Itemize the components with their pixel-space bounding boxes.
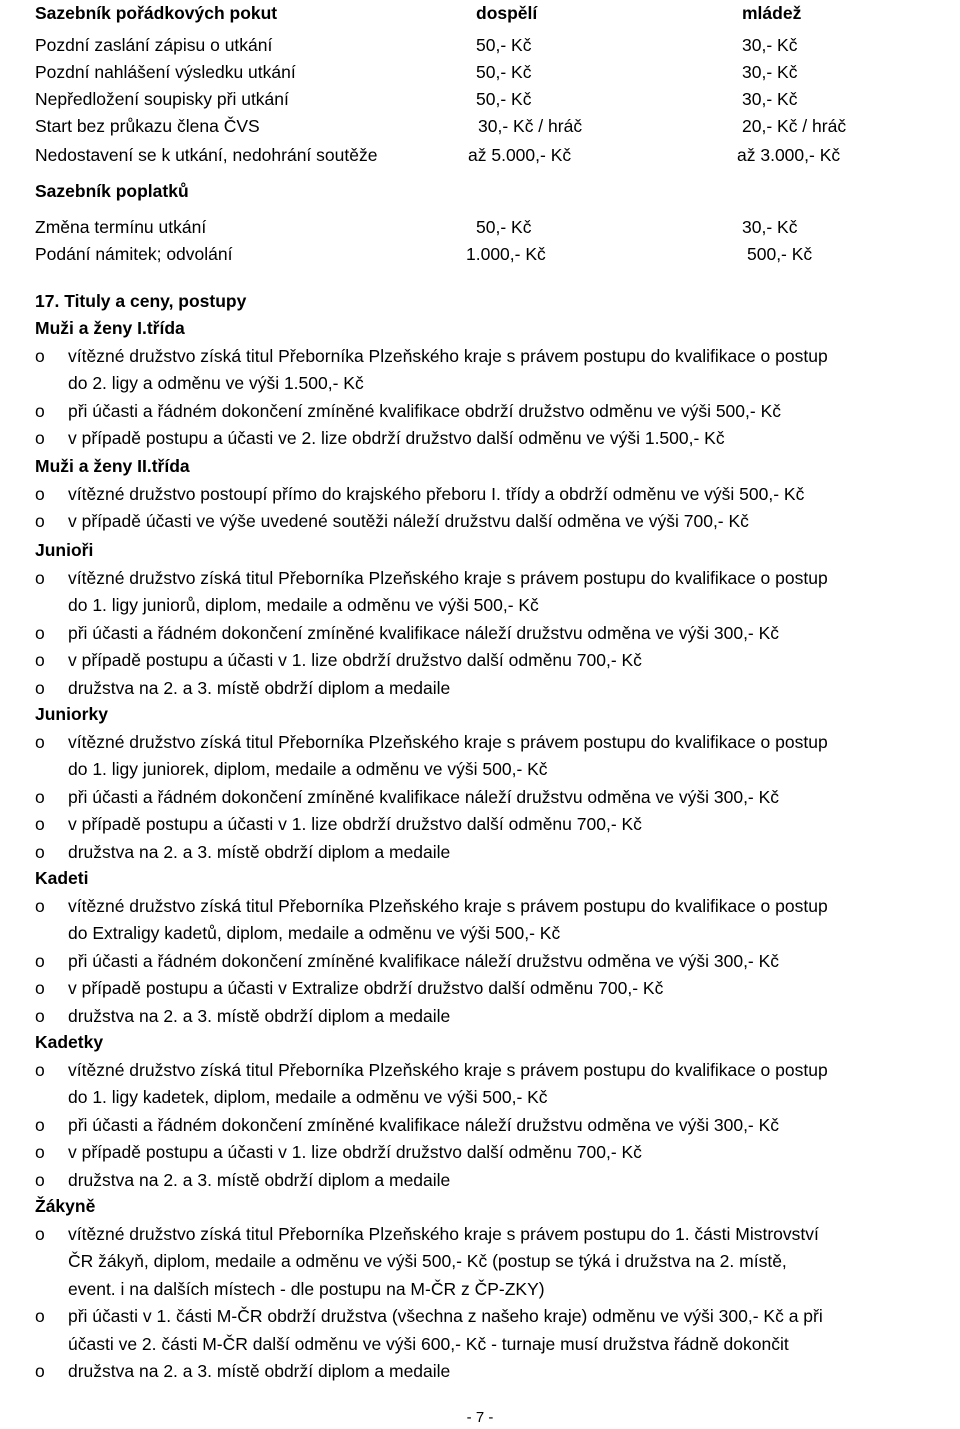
list-item <box>35 1112 960 1140</box>
bullet-icon: o <box>35 978 45 998</box>
list-item-text: do 1. ligy juniorek, diplom, medaile a odměnu ve výši 500,- Kč <box>68 759 548 779</box>
list-item <box>35 948 960 976</box>
list-item-text: vítězné družstvo získá titul Přeborníka Plzeňského kraje s právem postupu do 1. části Mistrovství <box>68 1223 819 1244</box>
fines-row <box>35 86 960 112</box>
fees-header-row <box>35 178 960 204</box>
fees-row <box>35 214 960 240</box>
list-item-text: družstva na 2. a 3. místě obdrží diplom a medaile <box>68 1005 451 1026</box>
list-item <box>35 1221 960 1304</box>
group-heading: Juniorky <box>35 704 108 724</box>
fee-label: Podání námitek; odvolání <box>35 244 233 264</box>
bullet-icon: o <box>35 511 45 531</box>
list-item-text: do 2. ligy a odměnu ve výši 1.500,- Kč <box>68 373 364 393</box>
list-item-text: při účasti a řádném dokončení zmíněné kvalifikace náleží družstvu odměna ve výši 300,- Kč <box>68 1114 780 1135</box>
list-item-text: vítězné družstvo získá titul Přeborníka Plzeňského kraje s právem postupu do kvalifikace o postup <box>68 731 828 752</box>
list-item <box>35 1003 960 1031</box>
list-item-text: do 1. ligy juniorů, diplom, medaile a odměnu ve výši 500,- Kč <box>68 595 539 615</box>
list-item-text: při účasti a řádném dokončení zmíněné kvalifikace náleží družstvu odměna ve výši 300,- Kč <box>68 786 780 807</box>
list-item-text: družstva na 2. a 3. místě obdrží diplom a medaile <box>68 677 451 698</box>
fines-heading: Sazebník pořádkových pokut <box>35 3 278 23</box>
fee-youth: 30,- Kč <box>742 217 798 237</box>
bullet-icon: o <box>35 622 45 643</box>
fee-label: Změna termínu utkání <box>35 217 207 237</box>
list-item <box>35 975 960 1003</box>
list-item-text: při účasti a řádném dokončení zmíněné kvalifikace náleží družstvu odměna ve výši 300,- Kč <box>68 622 780 643</box>
group-heading: Kadetky <box>35 1032 104 1052</box>
list-item-text: ČR žákyň, diplom, medaile a odměnu ve výši 500,- Kč (postup se týká i družstva na 2. místě, <box>68 1251 787 1271</box>
fine-youth: až 3.000,- Kč <box>737 145 841 165</box>
list-item-text: družstva na 2. a 3. místě obdrží diplom a medaile <box>68 1169 451 1190</box>
fines-row <box>35 113 960 139</box>
column-youth-heading: mládež <box>742 3 802 23</box>
fine-youth: 30,- Kč <box>742 35 798 55</box>
fines-header-row <box>35 0 960 26</box>
list-item-text: vítězné družstvo získá titul Přeborníka Plzeňského kraje s právem postupu do kvalifikace o postup <box>68 1059 828 1080</box>
bullet-icon: o <box>35 567 45 588</box>
fee-youth: 500,- Kč <box>747 244 813 264</box>
list-item-text: při účasti v 1. části M-ČR obdrží družstva (všechna z našeho kraje) odměnu ve výši 300,- Kč a při <box>68 1306 823 1326</box>
list-item <box>35 620 960 648</box>
list-item <box>35 1057 960 1112</box>
bullet-icon: o <box>35 814 45 834</box>
list-item <box>35 839 960 867</box>
list-item <box>35 425 960 453</box>
list-item <box>35 343 960 398</box>
list-item <box>35 1358 960 1386</box>
fine-label: Pozdní nahlášení výsledku utkání <box>35 62 296 82</box>
list-item <box>35 481 960 509</box>
fine-adult: 30,- Kč / hráč <box>478 116 583 136</box>
fees-row <box>35 241 960 267</box>
list-item-text: v případě postupu a účasti v 1. lize obdrží družstvo další odměnu 700,- Kč <box>68 814 642 834</box>
list-item-text: vítězné družstvo získá titul Přeborníka Plzeňského kraje s právem postupu do kvalifikace o postup <box>68 895 828 916</box>
bullet-icon: o <box>35 895 45 916</box>
fine-youth: 30,- Kč <box>742 89 798 109</box>
fines-row <box>35 142 960 168</box>
bullet-icon: o <box>35 841 45 862</box>
bullet-icon: o <box>35 345 45 366</box>
list-item-text: družstva na 2. a 3. místě obdrží diplom a medaile <box>68 841 451 862</box>
list-item-text: v případě postupu a účasti v 1. lize obdrží družstvo další odměnu 700,- Kč <box>68 650 642 670</box>
list-item <box>35 1139 960 1167</box>
bullet-icon: o <box>35 731 45 752</box>
list-item-text: v případě postupu a účasti v Extralize obdrží družstvo další odměnu 700,- Kč <box>68 978 664 998</box>
bullet-icon: o <box>35 1142 45 1162</box>
list-item-text: vítězné družstvo postoupí přímo do krajského přeboru I. třídy a obdrží odměnu ve výši 500,- Kč <box>68 483 805 504</box>
fine-label: Nepředložení soupisky při utkání <box>35 89 289 109</box>
page-number: - 7 - <box>466 1409 494 1426</box>
fine-adult: až 5.000,- Kč <box>468 145 572 165</box>
list-item-text: do Extraligy kadetů, diplom, medaile a odměnu ve výši 500,- Kč <box>68 923 561 943</box>
fines-row <box>35 32 960 58</box>
fee-adult: 50,- Kč <box>476 217 532 237</box>
list-item <box>35 565 960 620</box>
list-item-text: v případě postupu a účasti ve 2. lize obdrží družstvo další odměnu ve výši 1.500,- Kč <box>68 428 725 448</box>
group-heading: Junioři <box>35 540 94 560</box>
list-item <box>35 893 960 948</box>
list-item <box>35 508 960 536</box>
list-item <box>35 1303 960 1358</box>
bullet-icon: o <box>35 1059 45 1080</box>
list-item-text: do 1. ligy kadetek, diplom, medaile a odměnu ve výši 500,- Kč <box>68 1087 548 1107</box>
bullet-icon: o <box>35 786 45 807</box>
bullet-icon: o <box>35 1306 45 1326</box>
bullet-icon: o <box>35 483 45 504</box>
list-item-text: event. i na dalších místech - dle postupu na M-ČR z ČP-ZKY) <box>68 1278 545 1299</box>
bullet-icon: o <box>35 677 45 698</box>
list-item-text: účasti ve 2. části M-ČR další odměnu ve výši 600,- Kč - turnaje musí družstva řádně dokončit <box>68 1333 789 1354</box>
list-item <box>35 784 960 812</box>
bullet-icon: o <box>35 400 45 421</box>
list-item-text: při účasti a řádném dokončení zmíněné kvalifikace obdrží družstvo odměnu ve výši 500,- Kč <box>68 400 781 421</box>
list-item-text: vítězné družstvo získá titul Přeborníka Plzeňského kraje s právem postupu do kvalifikace o postup <box>68 567 828 588</box>
group-heading: Žákyně <box>35 1196 96 1216</box>
list-item <box>35 647 960 675</box>
list-item <box>35 675 960 703</box>
fine-youth: 20,- Kč / hráč <box>742 116 847 136</box>
group-heading: Muži a ženy I.třída <box>35 318 185 338</box>
fine-youth: 30,- Kč <box>742 62 798 82</box>
list-item-text: v případě postupu a účasti v 1. lize obdrží družstvo další odměnu 700,- Kč <box>68 1142 642 1162</box>
fines-row <box>35 59 960 85</box>
list-item-text: družstva na 2. a 3. místě obdrží diplom a medaile <box>68 1361 451 1381</box>
list-item <box>35 811 960 839</box>
column-adult-heading: dospělí <box>476 3 538 23</box>
bullet-icon: o <box>35 1223 45 1244</box>
bullet-icon: o <box>35 1169 45 1190</box>
group-heading: Muži a ženy II.třída <box>35 456 190 476</box>
list-item <box>35 729 960 784</box>
section-17-title: 17. Tituly a ceny, postupy <box>35 291 247 311</box>
fine-label: Pozdní zaslání zápisu o utkání <box>35 35 273 55</box>
bullet-icon: o <box>35 1114 45 1135</box>
fine-adult: 50,- Kč <box>476 35 532 55</box>
fine-adult: 50,- Kč <box>476 89 532 109</box>
fee-adult: 1.000,- Kč <box>466 244 546 264</box>
group-heading: Kadeti <box>35 868 89 888</box>
fine-label: Nedostavení se k utkání, nedohrání soutěže <box>35 145 378 165</box>
list-item <box>35 1167 960 1195</box>
list-item-text: vítězné družstvo získá titul Přeborníka Plzeňského kraje s právem postupu do kvalifikace o postup <box>68 345 828 366</box>
fine-label: Start bez průkazu člena ČVS <box>35 116 260 136</box>
fees-heading: Sazebník poplatků <box>35 181 189 201</box>
bullet-icon: o <box>35 1361 45 1381</box>
bullet-icon: o <box>35 428 45 448</box>
list-item-text: v případě účasti ve výše uvedené soutěži náleží družstvu další odměna ve výši 700,- Kč <box>68 511 749 531</box>
bullet-icon: o <box>35 1005 45 1026</box>
bullet-icon: o <box>35 650 45 670</box>
fine-adult: 50,- Kč <box>476 62 532 82</box>
bullet-icon: o <box>35 950 45 971</box>
list-item-text: při účasti a řádném dokončení zmíněné kvalifikace náleží družstvu odměna ve výši 300,- Kč <box>68 950 780 971</box>
list-item <box>35 398 960 426</box>
